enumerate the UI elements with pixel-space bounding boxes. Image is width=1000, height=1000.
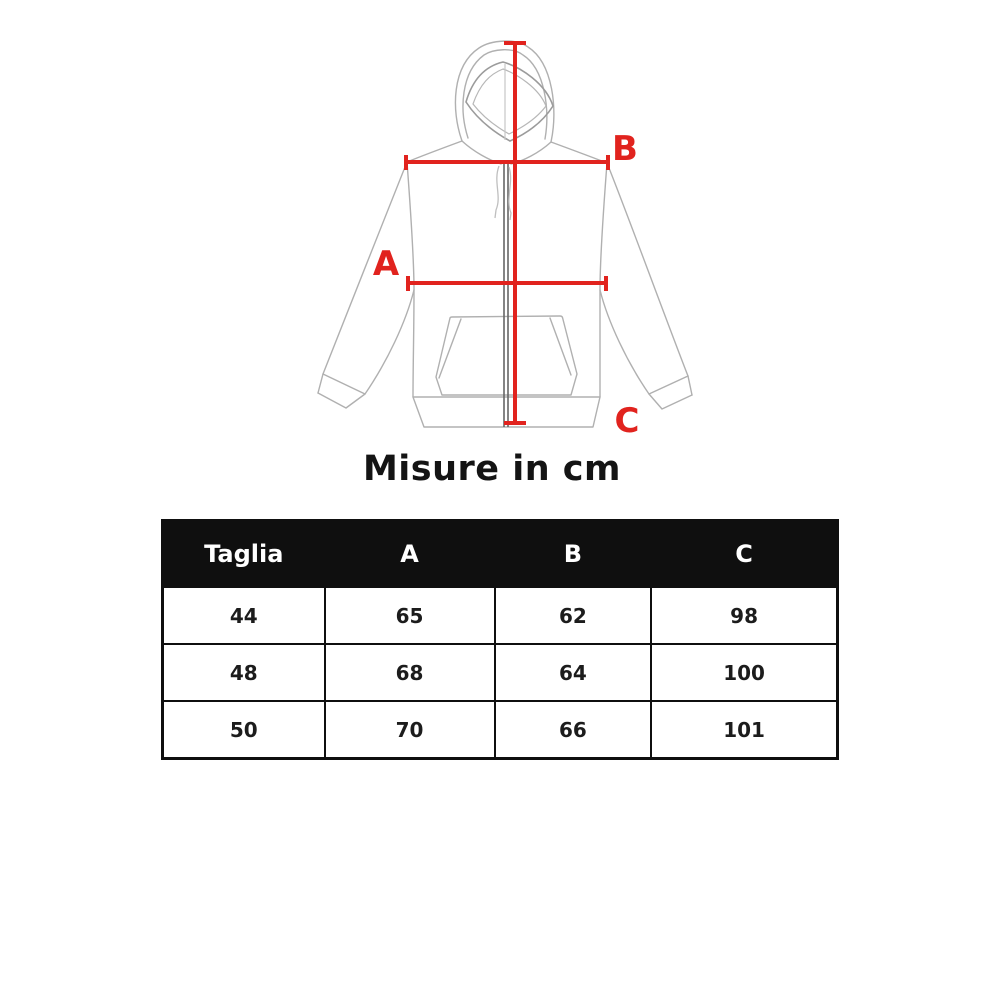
cell-taglia: 44 [163,587,325,644]
cell-a: 68 [325,644,495,701]
size-table-header [163,521,838,588]
shoulder-left-line [407,141,462,162]
cell-c: 98 [651,587,837,644]
sleeve-inner-left [365,290,414,394]
size-table-body [163,587,838,759]
hood-opening-line [466,62,553,141]
cell-b: 66 [495,701,652,759]
drawcord-left [495,166,499,218]
measurement-label-b: B [612,129,638,169]
measurement-label-c: C [614,401,640,441]
hood-opening-inner-line [473,69,546,134]
zipper-line [504,164,508,427]
measurement-line-a [408,276,606,291]
sleeve-inner-right [600,290,649,394]
cell-taglia: 48 [163,644,325,701]
cell-b: 62 [495,587,652,644]
shoulder-right-line [551,142,607,163]
header-b: B [495,521,652,588]
drawcord-right [509,167,511,220]
cell-a: 70 [325,701,495,759]
header-a: A [325,521,495,588]
cell-c: 101 [651,701,837,759]
pocket-slash-right [550,318,571,375]
cuff-left [318,374,365,408]
page-title: Misure in cm [362,449,622,489]
hoodie-measurement-diagram [0,0,1000,460]
measurement-line-b [406,155,608,170]
cell-c: 100 [651,644,837,701]
size-table [161,519,839,760]
table-row [163,701,838,759]
header-taglia: Taglia [163,521,325,588]
table-row [163,587,838,644]
sleeve-outer-right [607,163,692,395]
measurement-lines [406,43,608,423]
header-row [163,521,838,588]
measurement-label-a: A [372,244,400,284]
table-row [163,644,838,701]
cell-a: 65 [325,587,495,644]
header-c: C [651,521,837,588]
cell-taglia: 50 [163,701,325,759]
cell-b: 64 [495,644,652,701]
cuff-right [649,376,692,409]
